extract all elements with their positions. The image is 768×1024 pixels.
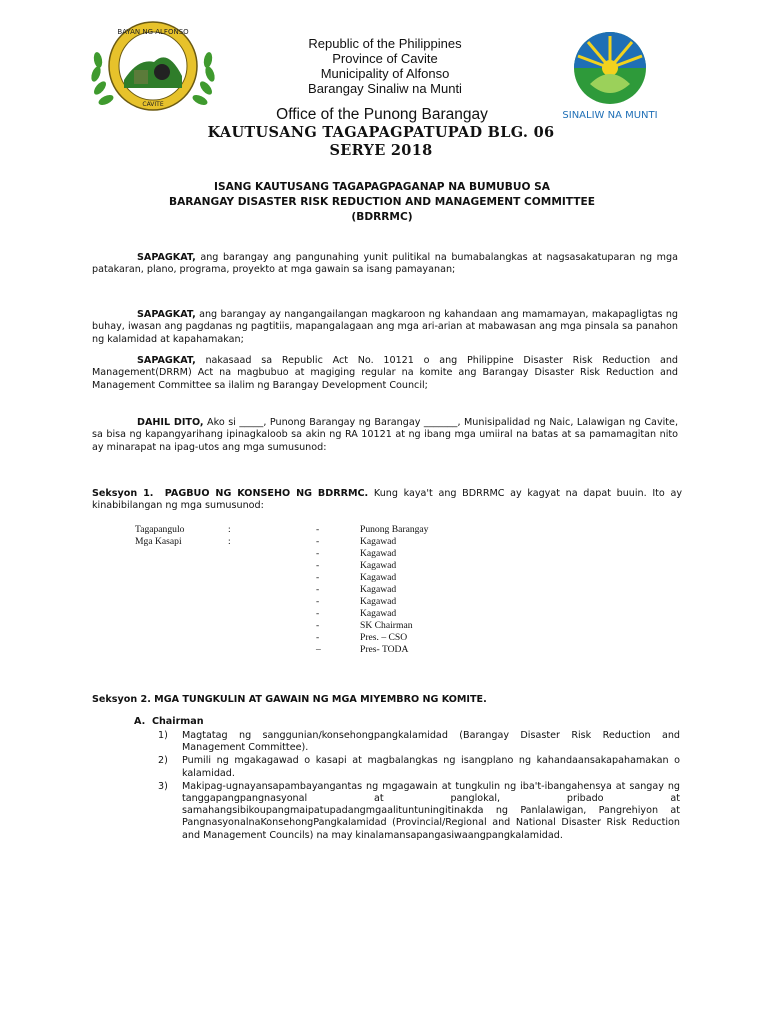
document-heading [0, 180, 768, 225]
member-position: Pres. – CSO [360, 632, 408, 643]
section-1 [92, 488, 682, 513]
subsection-chairman [134, 716, 204, 727]
paragraph-text: ang barangay ang pangunahing yunit pulitikal na bumabalangkas at nagsasakatuparan ng mga patakaran, plano, programa, proyekto at mga gawain sa isang pamayanan; [92, 252, 678, 276]
member-dash: - [316, 536, 320, 547]
left-seal-top-text: BAYAN NG ALFONSO [117, 28, 189, 36]
member-position: Kagawad [360, 608, 397, 619]
left-seal-bottom-text: CAVITE [142, 101, 164, 108]
member-dash: - [316, 596, 320, 607]
heading-line-3: (BDRRMC) [351, 211, 413, 223]
list-item [158, 781, 680, 842]
government-address-block [250, 36, 520, 96]
list-item-number: 3) [158, 780, 168, 792]
municipality-line: Municipality of Alfonso [320, 66, 450, 81]
republic-line: Republic of the Philippines [308, 36, 462, 51]
member-position: Pres- TODA [360, 644, 409, 655]
list-item-text: Pumili ng mgakagawad o kasapi at magbalangkas ng isangplano ng kahandaansakapahamakan o kalamidad. [182, 755, 680, 779]
list-item [158, 730, 680, 754]
now-therefore-paragraph [92, 417, 678, 454]
whereas-paragraph [92, 309, 678, 346]
member-position: Kagawad [360, 536, 397, 547]
member-dash: - [316, 584, 320, 595]
list-item-number: 1) [158, 730, 168, 741]
paragraph-lead: SAPAGKAT, [137, 355, 196, 366]
member-dash: - [316, 608, 320, 619]
member-dash: - [316, 548, 320, 559]
paragraph-lead: DAHIL DITO, [137, 417, 204, 428]
member-colon: : [228, 536, 231, 547]
member-dash: - [316, 632, 320, 643]
right-seal-text: SINALIW NA MUNTI [562, 110, 658, 121]
list-item [158, 755, 680, 779]
list-item-text: Makipag-ugnayansapambayangantas ng mgagawain at tungkulin ng iba't-ibangahensya at sangay ng tanggapangpangnasyonal at panglokal, pribado at samahangsibikoupangmaipatupadangmgaalituntuningitinakda ng Panlalawigan, Pangrehiyon at PangnasyonalnaKonsehongPangkalamidad (Provincial/Regional and National Disaster Risk Reduction and Management Councils) na may kinalamansapangasiwaangpangkalamidad. [182, 780, 680, 841]
member-dash: - [316, 560, 320, 571]
office-title [0, 106, 768, 124]
list-item-text: Magtatag ng sanggunian/konsehongpangkalamidad (Barangay Disaster Risk Reduction and Management Committee). [182, 730, 680, 754]
section-1-label: Seksyon 1. [92, 488, 154, 499]
heading-line-1: ISANG KAUTUSANG TAGAPAGPAGANAP NA BUMUBUO SA [214, 181, 550, 193]
subsection-title: Chairman [151, 716, 204, 727]
office-title-text: Office of the Punong Barangay [276, 106, 488, 123]
paragraph-lead: SAPAGKAT, [137, 309, 196, 320]
subsection-label: A. [134, 716, 146, 727]
province-line: Province of Cavite [332, 51, 438, 66]
member-position: Kagawad [360, 548, 397, 559]
member-position: Punong Barangay [360, 524, 429, 535]
order-series: SERYE 2018 [329, 142, 433, 159]
paragraph-lead: SAPAGKAT, [137, 252, 196, 263]
order-number: KAUTUSANG TAGAPAGPATUPAD BLG. 06 [207, 124, 555, 141]
member-position: Kagawad [360, 572, 397, 583]
member-position: Kagawad [360, 560, 397, 571]
list-item-number: 2) [158, 755, 168, 767]
member-position: Kagawad [360, 584, 397, 595]
paragraph-text: ang barangay ay nangangailangan magkaroon ng kahandaan ang mamamayan, makapagligtas ng buhay, iwasan ang pagdanas ng pagtitiis, mapangalagaan ang mga ari-arian at mabawasan ang mga pinsala sa panahon ng kalamidad at kapahamakan; [92, 309, 678, 345]
section-2-title: Seksyon 2. MGA TUNGKULIN AT GAWAIN NG MGA MIYEMBRO NG KOMITE. [92, 694, 487, 705]
member-role: Tagapangulo [135, 524, 185, 535]
order-number-block [0, 124, 768, 160]
heading-line-2: BARANGAY DISASTER RISK REDUCTION AND MANAGEMENT COMMITTEE [169, 196, 595, 208]
section-2 [92, 694, 682, 706]
alfonso-municipal-seal [88, 18, 218, 114]
member-dash: – [316, 644, 321, 655]
whereas-paragraph [92, 355, 678, 392]
paragraph-text: nakasaad sa Republic Act No. 10121 o ang Philippine Disaster Risk Reduction and Management(DRRM) Act na magbubuo at magiging regular na komite ang Barangay Disaster Risk Reduction and Management Committee sa ilalim ng Barangay Development Council; [92, 355, 678, 391]
member-dash: - [316, 620, 320, 631]
whereas-paragraph [92, 252, 678, 277]
chairman-duties-list [158, 730, 680, 843]
section-1-text: Kung kaya't ang BDRRMC ay kagyat na dapat buuin. Ito ay kinabibilangan ng mga sumusunod: [92, 488, 683, 512]
section-1-title: PAGBUO NG KONSEHO NG BDRRMC. [164, 488, 369, 499]
member-position: Kagawad [360, 596, 397, 607]
paragraph-text: Ako si _____, Punong Barangay ng Barangay _______, Munisipalidad ng Naic, Lalawigan ng Cavite, sa bisa ng kapangyarihang ipinagkaloob sa akin ng RA 10121 at ng ibang mga umiiral na batas at sa pamamagitan nito ay minarapat na ipag-utos ang mga sumusunod: [92, 417, 678, 453]
barangay-line: Barangay Sinaliw na Munti [308, 81, 462, 96]
member-position: SK Chairman [360, 620, 413, 631]
member-colon: : [228, 524, 231, 535]
member-dash: - [316, 524, 320, 535]
member-role: Mga Kasapi [135, 536, 182, 547]
member-dash: - [316, 572, 320, 583]
